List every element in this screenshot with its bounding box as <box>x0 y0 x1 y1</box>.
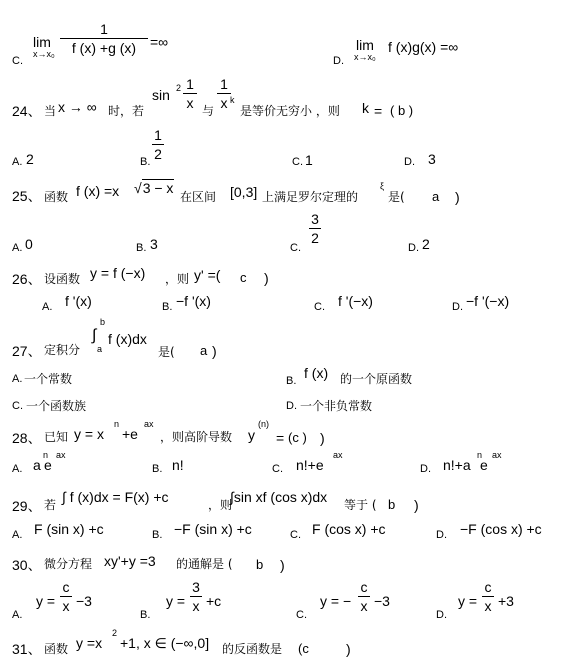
denominator: f (x) +g (x) <box>71 40 137 56</box>
option-value: f '(x) <box>65 293 92 309</box>
option-post: −3 <box>76 593 92 609</box>
option-label: B. <box>152 529 163 541</box>
lim-text: lim <box>33 34 51 50</box>
option-label: D. <box>452 301 463 313</box>
option-base: n!+e <box>296 457 324 473</box>
equals: = <box>276 430 285 446</box>
answer-close: ) <box>212 343 217 359</box>
option-label: D. <box>404 156 415 168</box>
option-base: a <box>33 457 41 473</box>
superscript: n <box>43 450 49 460</box>
option-label: D. <box>420 463 431 475</box>
function: f (x) =x <box>76 183 120 199</box>
question-text: 函数 <box>44 190 69 204</box>
option-label: A. <box>12 156 23 168</box>
fraction: c x <box>60 580 72 613</box>
lim-subscript: x→x₀ <box>354 52 376 62</box>
question-text: 的反函数是 <box>222 642 283 656</box>
option-label: B. <box>286 375 297 387</box>
question-text: 定积分 <box>44 343 81 357</box>
answer: b <box>388 497 396 512</box>
question-text: 上满足罗尔定理的 <box>262 190 359 204</box>
fraction: 1 x <box>183 77 197 110</box>
variable: k <box>362 100 369 116</box>
radicand: 3 − x <box>142 180 174 196</box>
fraction: c x <box>358 580 370 613</box>
sin-text: sin <box>152 87 170 103</box>
option-value: −f '(−x) <box>466 293 510 309</box>
given-integral: ∫ f (x)dx = F(x) +c <box>62 489 169 505</box>
fraction: 3 2 <box>309 212 321 245</box>
interval: [0,3] <box>230 184 258 200</box>
option-value: 2 <box>26 151 34 167</box>
option-pre: y = <box>36 593 56 609</box>
question-number: 25、 <box>12 188 42 204</box>
option-value: −f '(x) <box>176 293 211 309</box>
function: y =x <box>76 635 103 651</box>
option-label: B. <box>140 609 151 621</box>
option-label: D. <box>436 529 447 541</box>
option-value: 3 <box>428 151 436 167</box>
upper-limit: b <box>100 317 106 327</box>
option-value: −F (sin x) +c <box>174 521 252 537</box>
option-label: C. <box>292 156 303 168</box>
expression: f (x)g(x) =∞ <box>388 39 459 55</box>
superscript: k <box>230 95 235 105</box>
answer-close: ) <box>264 270 269 286</box>
question-text: 函数 <box>44 642 69 656</box>
fraction: c x <box>482 580 494 613</box>
equation: xy'+y =3 <box>104 553 156 569</box>
option-value: F (cos x) +c <box>312 521 386 537</box>
question-number: 30、 <box>12 557 42 573</box>
fraction: 3 x <box>190 580 202 613</box>
superscript: ax <box>492 450 502 460</box>
option-base: n!+a <box>443 457 471 473</box>
option-label: A. <box>12 529 23 541</box>
question-number: 24、 <box>12 103 42 119</box>
function-part: +e <box>122 426 138 442</box>
option-label: C. <box>290 529 301 541</box>
option-label: D. <box>436 609 447 621</box>
option-value: n! <box>172 457 184 473</box>
option-label: B. <box>162 301 173 313</box>
question-text: 的通解是 ( <box>176 557 233 571</box>
condition: x → ∞ <box>58 99 97 115</box>
question-text: ，则 <box>208 498 233 512</box>
option-label: B. <box>136 242 147 254</box>
question-number: 26、 <box>12 271 42 287</box>
fraction: 1 2 <box>152 128 164 161</box>
answer: c <box>240 270 247 285</box>
superscript: ax <box>56 450 66 460</box>
option-value: 1 <box>305 152 313 168</box>
option-value: F (sin x) +c <box>34 521 104 537</box>
lower-limit: a <box>97 344 103 354</box>
option-label: D. <box>286 400 297 412</box>
option-label: C. <box>12 55 23 67</box>
option-pre: y = − <box>320 593 352 609</box>
option-label: C. <box>296 609 307 621</box>
function: y = x <box>74 426 104 442</box>
derivative: y <box>248 427 255 443</box>
answer: ( b ) <box>390 103 414 118</box>
option-label: C. <box>272 463 283 475</box>
option-label: C. <box>290 242 301 254</box>
superscript: ax <box>144 419 154 429</box>
option-base: e <box>44 457 52 473</box>
superscript: 2 <box>112 628 118 638</box>
option-label: D. <box>333 55 344 67</box>
question-text: 是( <box>388 190 405 204</box>
question-text: 若 <box>44 498 57 512</box>
answer: b <box>256 557 264 572</box>
rhs: =∞ <box>150 34 169 50</box>
option-post: +c <box>206 593 222 609</box>
question-number: 27、 <box>12 343 42 359</box>
superscript: n <box>477 450 483 460</box>
option-label: A. <box>12 463 23 475</box>
option-label: A. <box>12 609 23 621</box>
option-pre: y = <box>166 593 186 609</box>
fraction <box>60 22 148 55</box>
question-text: 是( <box>158 345 175 359</box>
option-base: e <box>480 457 488 473</box>
lim-subscript: x→x₀ <box>33 49 55 59</box>
question-text: 是等价无穷小 ，则 <box>240 104 340 118</box>
fraction: 1 x <box>217 77 231 110</box>
option-text: 一个函数族 <box>26 399 87 413</box>
question-number: 31、 <box>12 641 42 657</box>
option-value: −F (cos x) +c <box>460 521 542 537</box>
equals: = <box>374 103 383 119</box>
option-post: −3 <box>374 593 390 609</box>
option-pre: y = <box>458 593 478 609</box>
option-label: A. <box>12 373 23 385</box>
integrand: f (x)dx <box>108 331 147 347</box>
question-text: ，则 <box>165 272 190 286</box>
option-text: 的一个原函数 <box>340 372 413 386</box>
question-text: 时，若 <box>108 104 145 118</box>
question-text: 微分方程 <box>44 557 93 571</box>
answer: a <box>432 189 440 204</box>
question-text: 在区间 <box>180 190 217 204</box>
question-text: 等于 ( <box>344 498 377 512</box>
integral-sign: ∫ <box>92 327 97 344</box>
question-text: 设函数 <box>44 272 81 286</box>
superscript: ax <box>333 450 343 460</box>
answer: (c ) <box>288 430 307 445</box>
question-text: 已知 <box>44 430 69 444</box>
option-label: B. <box>140 156 151 168</box>
answer-close: ) <box>280 557 285 573</box>
option-label: A. <box>12 242 23 254</box>
option-text: 一个常数 <box>24 372 73 386</box>
numerator: 1 <box>100 21 108 37</box>
answer-close: ) <box>346 641 351 657</box>
asked-integral: ∫sin xf (cos x)dx <box>230 489 328 505</box>
answer-close: ) <box>414 497 419 513</box>
question-number: 28、 <box>12 430 42 446</box>
superscript: 2 <box>176 83 182 93</box>
answer: a <box>200 343 208 358</box>
option-value: 0 <box>25 236 33 252</box>
answer: (c <box>298 641 309 656</box>
answer-close: ) <box>455 189 460 205</box>
option-post: +3 <box>498 593 514 609</box>
option-math: f (x) <box>304 365 329 381</box>
question-text: 与 <box>202 104 215 118</box>
option-value: f '(−x) <box>338 293 373 309</box>
option-value: 2 <box>422 236 430 252</box>
xi-symbol: ξ <box>380 181 385 191</box>
function-rest: +1, x ∈ (−∞,0] <box>120 635 210 651</box>
option-value: 3 <box>150 236 158 252</box>
function: y = f (−x) <box>90 265 146 281</box>
option-label: C. <box>314 301 325 313</box>
question-text: ，则高阶导数 <box>160 430 233 444</box>
lim-text: lim <box>356 37 374 53</box>
superscript: (n) <box>258 419 269 429</box>
derivative: y' =( <box>194 267 221 283</box>
option-label: D. <box>408 242 419 254</box>
option-label: B. <box>152 463 163 475</box>
superscript: n <box>114 419 120 429</box>
option-label: A. <box>42 301 53 313</box>
question-text: 当 <box>44 104 57 118</box>
option-text: 一个非负常数 <box>300 399 373 413</box>
question-number: 29、 <box>12 498 42 514</box>
sqrt: √3 − x <box>134 180 174 196</box>
option-label: C. <box>12 400 23 412</box>
